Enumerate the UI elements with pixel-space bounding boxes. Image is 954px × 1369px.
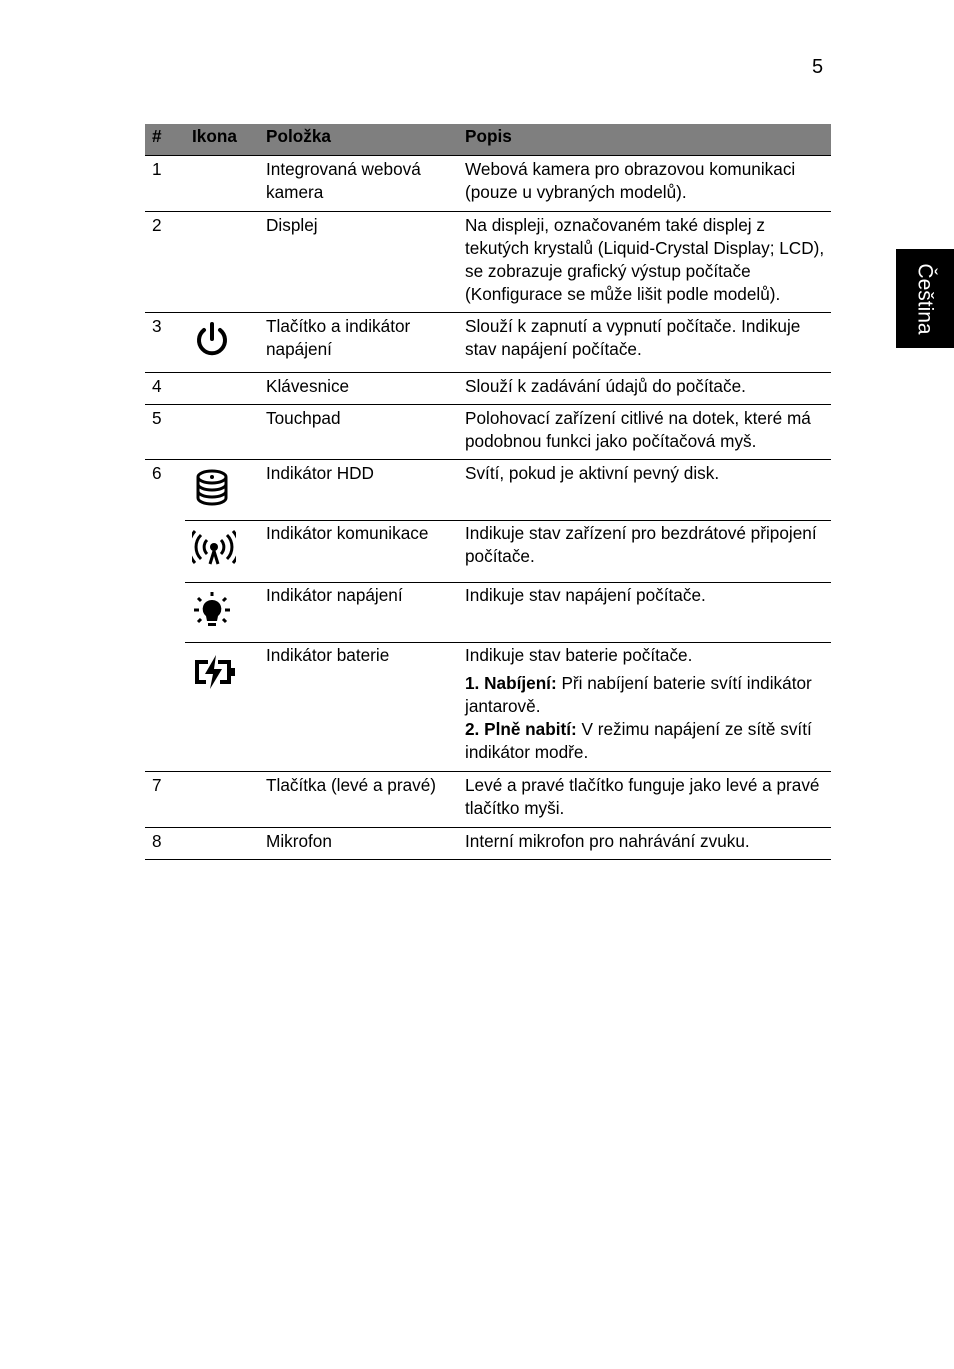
battery-desc: Indikuje stav baterie počítače. (465, 645, 693, 665)
row-num: 4 (152, 376, 162, 396)
note-label: 2. Plně nabití: (465, 719, 577, 739)
row-item: Tlačítka (levé a pravé) (266, 775, 437, 795)
row-num: 2 (152, 215, 162, 235)
battery-note-full (465, 718, 827, 764)
language-tab-label: Čeština (914, 262, 938, 335)
row-desc: Slouží k zadávání údajů do počítače. (465, 376, 746, 396)
power-light-icon (192, 591, 236, 631)
header-icon: Ikona (192, 126, 237, 146)
row-desc: Levé a pravé tlačítko funguje jako levé a pravé tlačítko myši. (465, 775, 820, 818)
note-text: V režimu napájení ze sítě svítí indikátor modře. (465, 719, 812, 762)
battery-icon (192, 654, 236, 694)
row-item: Indikátor napájení (266, 585, 403, 605)
table-row (145, 520, 831, 582)
row-num: 8 (152, 831, 162, 851)
row-item: Displej (266, 215, 318, 235)
row-num: 5 (152, 408, 162, 428)
table-header (145, 124, 831, 156)
table-row (145, 582, 831, 642)
row-num: 7 (152, 775, 162, 795)
table-row (145, 156, 831, 212)
note-label: 1. Nabíjení: (465, 673, 557, 693)
row-item: Indikátor baterie (266, 645, 390, 665)
row-num: 3 (152, 316, 162, 336)
table-row (145, 460, 831, 520)
language-tab (896, 249, 954, 348)
row-desc: Svítí, pokud je aktivní pevný disk. (465, 463, 720, 483)
row-desc: Indikuje stav napájení počítače. (465, 585, 706, 605)
row-item: Tlačítko a indikátor napájení (266, 316, 411, 359)
row-item: Touchpad (266, 408, 341, 428)
row-item: Integrovaná webová kamera (266, 159, 421, 202)
power-icon (192, 321, 236, 361)
row-desc: Polohovací zařízení citlivé na dotek, které má podobnou funkci jako počítačová myš. (465, 408, 811, 451)
header-desc: Popis (465, 126, 512, 146)
header-item: Položka (266, 126, 331, 146)
header-num: # (152, 126, 162, 146)
row-item: Mikrofon (266, 831, 332, 851)
row-desc: Interní mikrofon pro nahrávání zvuku. (465, 831, 750, 851)
row-desc (465, 644, 827, 764)
row-desc: Slouží k zapnutí a vypnutí počítače. Indikuje stav napájení počítače. (465, 316, 801, 359)
row-desc: Webová kamera pro obrazovou komunikaci (pouze u vybraných modelů). (465, 159, 796, 202)
components-table (145, 124, 831, 860)
table-row (145, 772, 831, 828)
row-item: Indikátor komunikace (266, 523, 429, 543)
row-num: 6 (152, 463, 162, 483)
battery-note-charging (465, 672, 827, 718)
note-text: Při nabíjení baterie svítí indikátor jantarově. (465, 673, 812, 716)
table-row (145, 313, 831, 373)
hdd-icon (192, 468, 236, 508)
row-desc: Na displeji, označovaném také displej z tekutých krystalů (Liquid-Crystal Display; LCD), se zobrazuje grafický výstup počítače (Konfigurace se může lišit podle modelů). (465, 215, 825, 304)
row-item: Klávesnice (266, 376, 350, 396)
row-desc: Indikuje stav zařízení pro bezdrátové připojení počítače. (465, 523, 817, 566)
table-row (145, 642, 831, 772)
table-row (145, 373, 831, 405)
row-num: 1 (152, 159, 162, 179)
wireless-icon (192, 530, 236, 570)
table-row (145, 828, 831, 860)
row-item: Indikátor HDD (266, 463, 374, 483)
table-row (145, 405, 831, 460)
table-row (145, 212, 831, 313)
page-number: 5 (812, 56, 824, 78)
